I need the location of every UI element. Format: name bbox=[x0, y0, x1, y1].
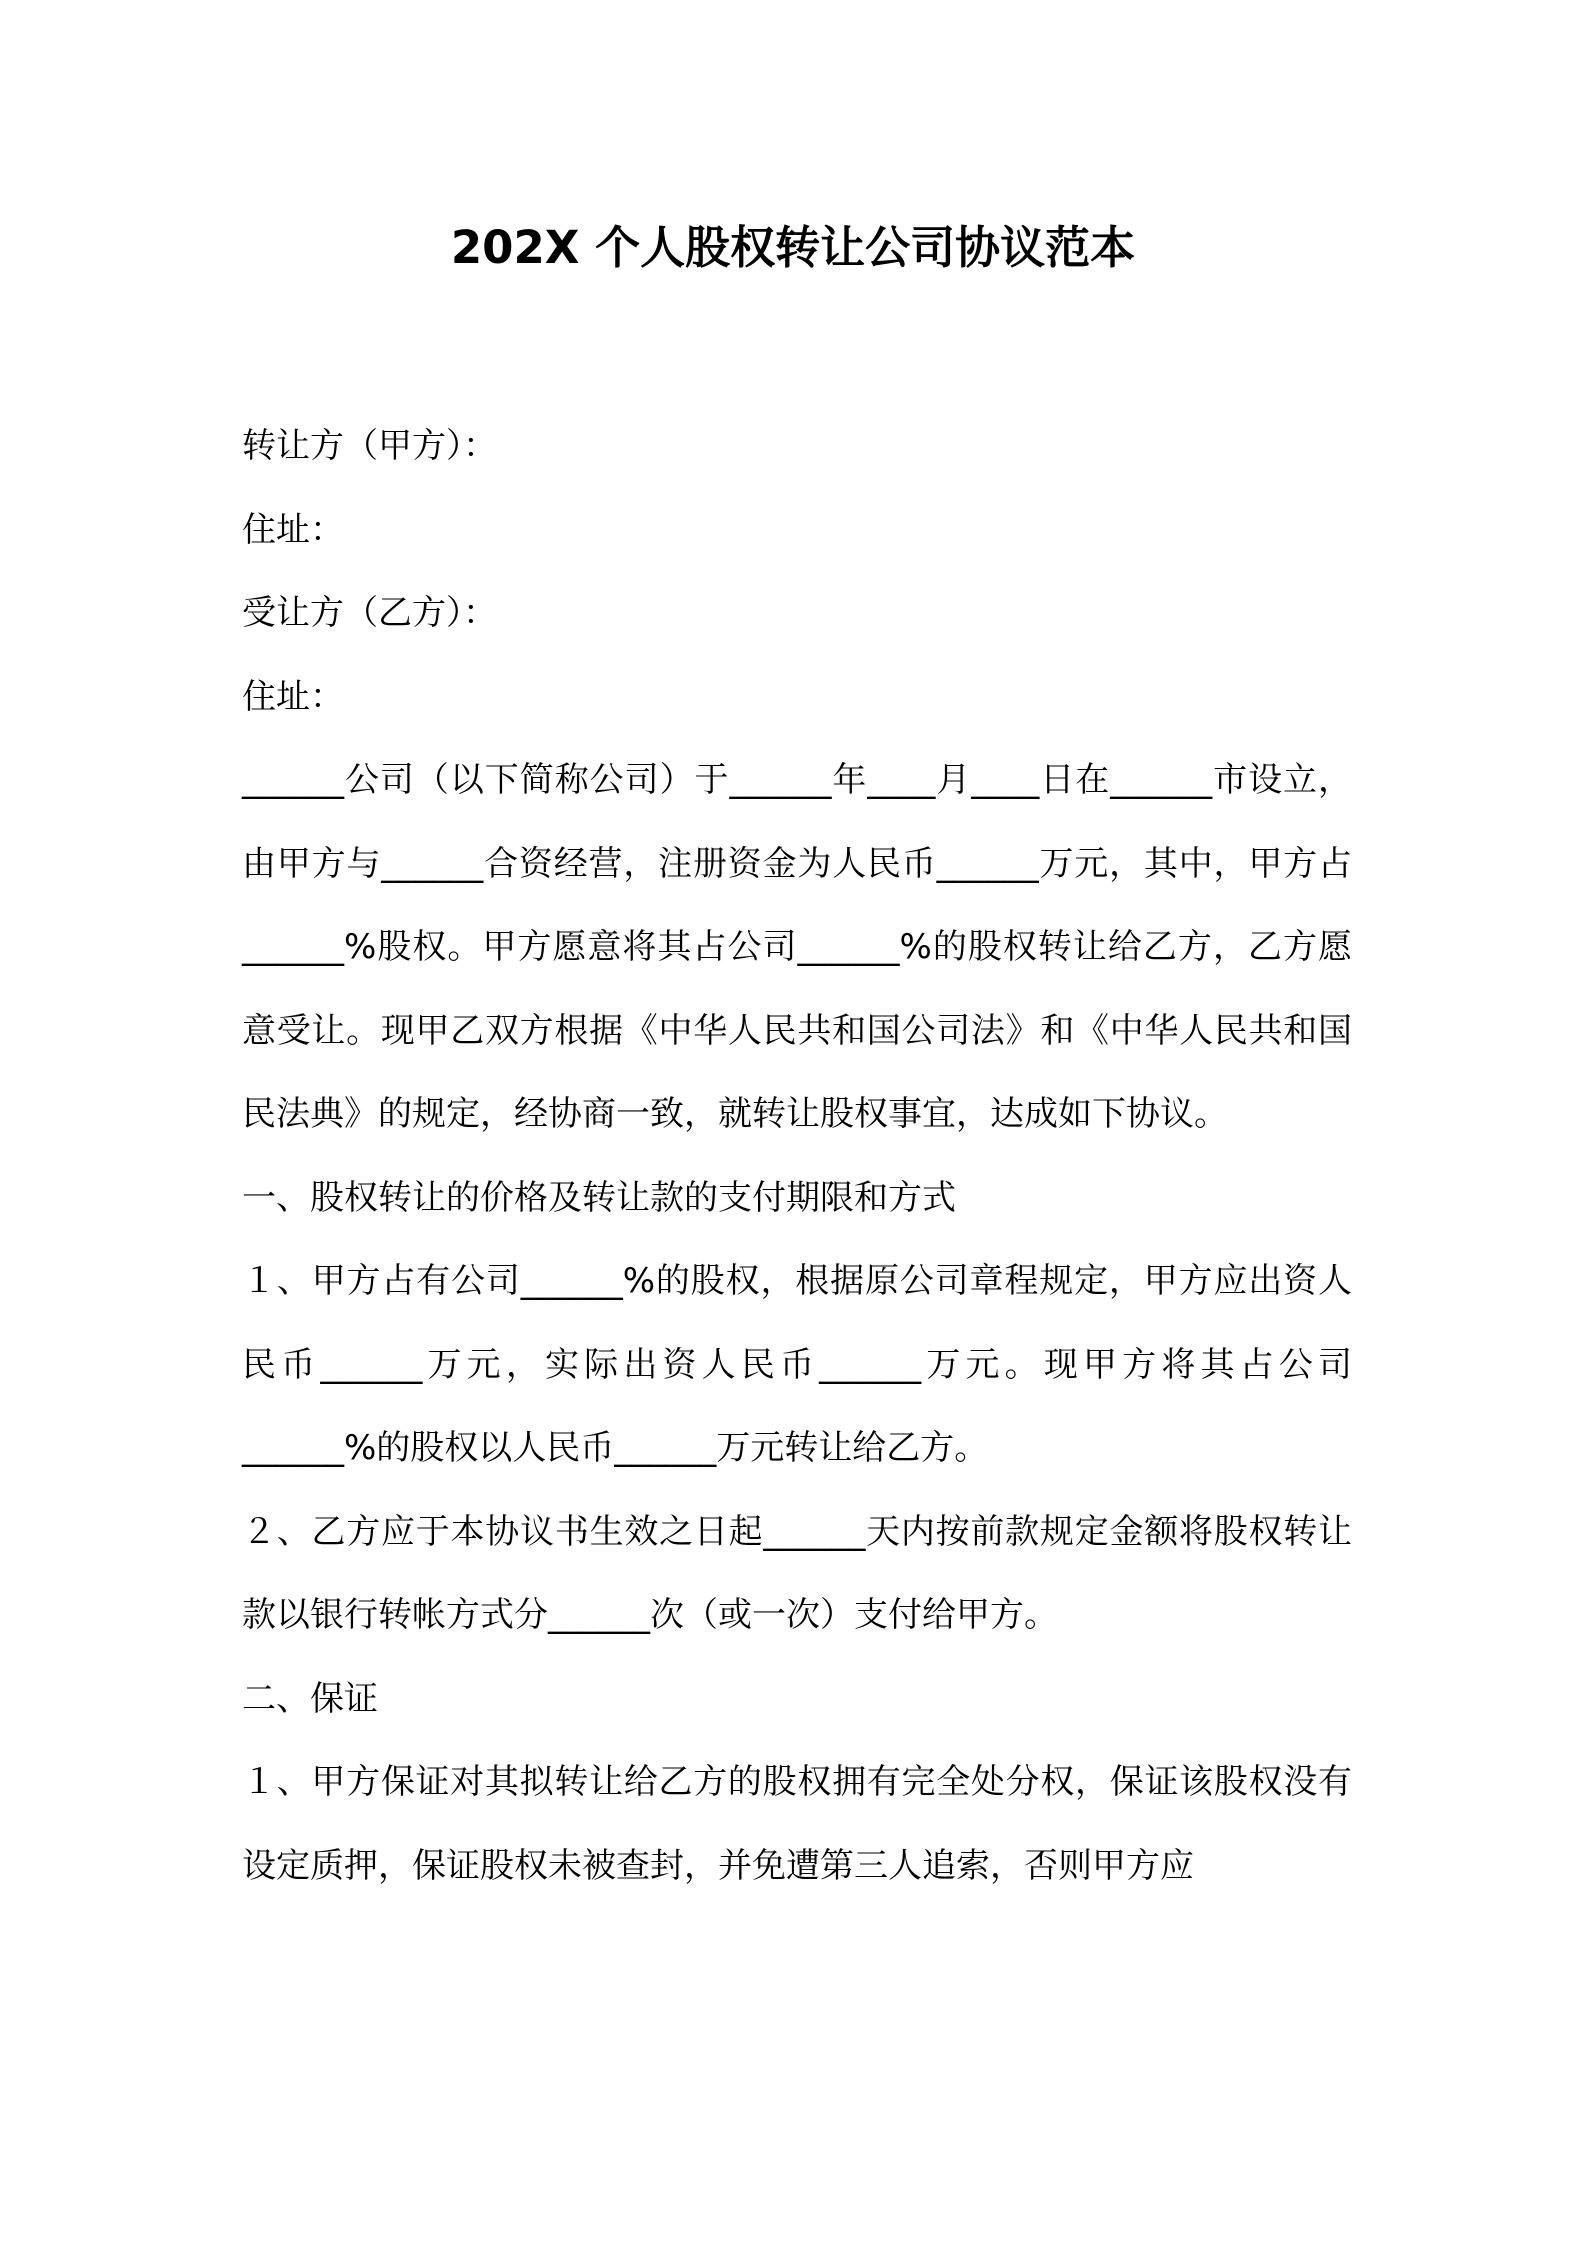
section-1-heading: 一、股权转让的价格及转让款的支付期限和方式 bbox=[242, 1177, 956, 1218]
preamble-paragraph: ______公司（以下简称公司）于______年____月____日在______市设立，由甲方与______合资经营，注册资金为人民币______万元，其中，甲方占______%股权。甲方愿意将其占公司______%的股权转让给乙方，乙方愿意受让。现甲乙双方根据《中华人民共和国公司法》和《中华人民共和国民法典》的规定，经协商一致，就转让股权事宜，达成如下协议。 bbox=[242, 760, 1352, 1134]
section-1-clause-1: １、甲方占有公司______%的股权，根据原公司章程规定，甲方应出资人民币______万元，实际出资人民币______万元。现甲方将其占公司______%的股权以人民币______万元转让给乙方。 bbox=[242, 1261, 1352, 1468]
document-title: 202X 个人股权转让公司协议范本 bbox=[450, 221, 1136, 274]
transferor-line: 转让方（甲方）： bbox=[242, 426, 497, 466]
transferor-address-line: 住址： bbox=[242, 509, 344, 550]
section-2-heading: 二、保证 bbox=[242, 1678, 378, 1719]
section-1-clause-2: ２、乙方应于本协议书生效之日起______天内按前款规定金额将股权转让款以银行转帐方式分______次（或一次）支付给甲方。 bbox=[242, 1511, 1352, 1635]
document-body bbox=[242, 405, 1352, 1908]
transferee-address-line: 住址： bbox=[242, 676, 344, 717]
transferee-line: 受让方（乙方）： bbox=[242, 593, 497, 633]
section-2-clause-1: １、甲方保证对其拟转让给乙方的股权拥有完全处分权，保证该股权没有设定质押，保证股权未被查封，并免遭第三人追索，否则甲方应 bbox=[242, 1762, 1352, 1886]
